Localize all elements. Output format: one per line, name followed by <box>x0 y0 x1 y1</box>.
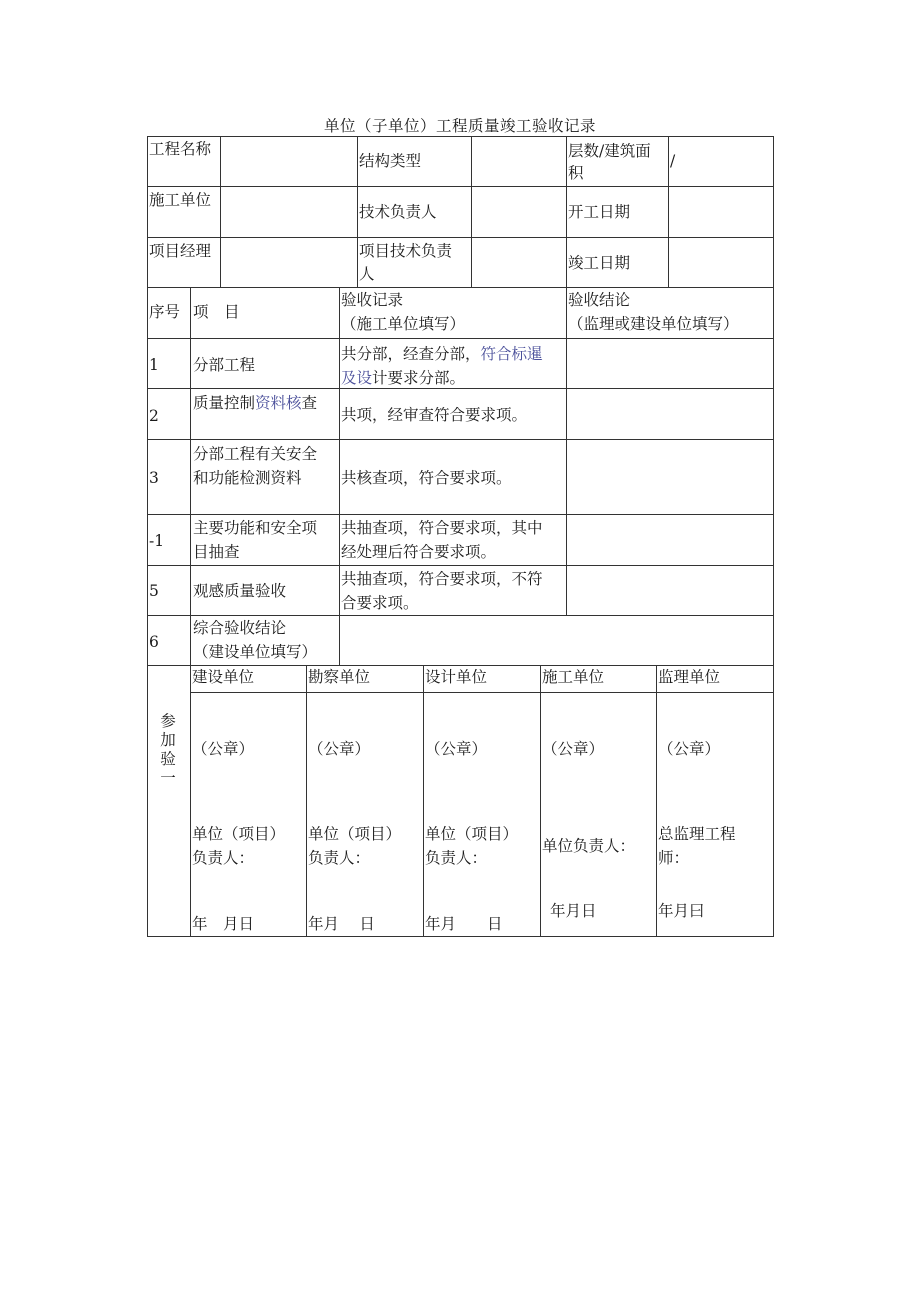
row-5-no: 5 <box>149 582 159 600</box>
structure-type-label: 结构类型 <box>359 152 422 170</box>
header-conclusion-1: 验收结论 <box>568 291 631 309</box>
row-3-no: 3 <box>149 469 159 487</box>
row-4-record-1: 共抽查项，符合要求项，其中 <box>341 519 543 537</box>
unit-supervisor-name: 监理单位 <box>658 668 721 686</box>
tech-lead-label: 技术负责人 <box>359 203 437 221</box>
row-2-no: 2 <box>149 407 159 425</box>
project-tech-lead-label-2: 人 <box>359 265 375 283</box>
project-name-label: 工程名称 <box>149 140 212 158</box>
header-record-1: 验收记录 <box>341 291 404 309</box>
header-conclusion-2: （监理或建设单位填写） <box>568 315 739 333</box>
unit-design-date: 年月 日 <box>425 915 503 933</box>
start-date-label: 开工日期 <box>568 203 631 221</box>
pm-label: 项目经理 <box>149 242 212 260</box>
row-1-record-1: 共分部，经查分部，符合标暹 <box>341 345 543 363</box>
unit-survey-date: 年月 日 <box>308 915 375 933</box>
row-3-record: 共核查项，符合要求项。 <box>341 469 512 487</box>
unit-supervisor-sign-2: 师： <box>658 849 690 867</box>
unit-design-sign-1: 单位（项目） <box>425 825 519 843</box>
unit-contractor-sign-1: 单位负责人： <box>542 837 636 855</box>
unit-contractor-seal: （公章） <box>542 740 605 758</box>
unit-supervisor-sign-1: 总监理工程 <box>658 825 736 843</box>
unit-design-name: 设计单位 <box>425 668 488 686</box>
row-2-record: 共项，经审查符合要求项。 <box>341 406 528 424</box>
unit-supervisor-seal: （公章） <box>658 740 721 758</box>
participants-side-label: 参 加 验 一 <box>160 712 176 787</box>
row-5-record-2: 合要求项。 <box>341 594 419 612</box>
row-4-item-1: 主要功能和安全项 <box>193 519 318 537</box>
header-item: 项 目 <box>193 303 240 321</box>
unit-contractor-date: 年月日 <box>550 902 597 920</box>
row-4-record-2: 经处理后符合要求项。 <box>341 543 497 561</box>
unit-design-seal: （公章） <box>425 740 488 758</box>
unit-construction-sign-1: 单位（项目） <box>192 825 286 843</box>
row-4-item-2: 目抽查 <box>193 543 240 561</box>
row-1-item: 分部工程 <box>193 356 256 374</box>
row-4-no: -1 <box>149 532 165 550</box>
unit-contractor-name: 施工单位 <box>542 668 605 686</box>
row-6-item-1: 综合验收结论 <box>193 619 287 637</box>
unit-supervisor-date: 年月曰 <box>658 902 705 920</box>
row-6-item-2: （建设单位填写） <box>193 643 318 661</box>
floors-area-label-1: 层数/建筑面 <box>568 142 651 160</box>
row-5-record-1: 共抽查项，符合要求项，不符 <box>341 570 543 588</box>
row-1-no: 1 <box>149 356 159 374</box>
floors-area-value: / <box>670 152 676 170</box>
unit-survey-name: 勘察单位 <box>308 668 371 686</box>
unit-survey-sign-1: 单位（项目） <box>308 825 402 843</box>
unit-construction-date: 年 月日 <box>192 915 255 933</box>
row-5-item: 观感质量验收 <box>193 582 287 600</box>
row-3-item-2: 和功能检测资料 <box>193 469 302 487</box>
unit-construction-name: 建设单位 <box>192 668 255 686</box>
unit-survey-seal: （公章） <box>308 740 371 758</box>
header-record-2: （施工单位填写） <box>341 315 466 333</box>
row-1-record-2: 及设计要求分部。 <box>341 369 466 387</box>
row-3-item-1: 分部工程有关安全 <box>193 445 318 463</box>
unit-survey-sign-2: 负责人： <box>308 849 371 867</box>
header-no: 序号 <box>149 303 181 321</box>
completion-date-label: 竣工日期 <box>568 254 631 272</box>
project-tech-lead-label-1: 项目技术负责 <box>359 242 453 260</box>
contractor-label: 施工单位 <box>149 191 212 209</box>
unit-construction-sign-2: 负责人： <box>192 849 255 867</box>
unit-construction-seal: （公章） <box>192 740 255 758</box>
floors-area-label-2: 积 <box>568 164 584 182</box>
unit-design-sign-2: 负责人： <box>425 849 488 867</box>
document-title: 单位（子单位）工程质量竣工验收记录 <box>323 117 596 135</box>
row-6-no: 6 <box>149 633 159 651</box>
row-2-item: 质量控制资料核查 <box>193 394 318 412</box>
